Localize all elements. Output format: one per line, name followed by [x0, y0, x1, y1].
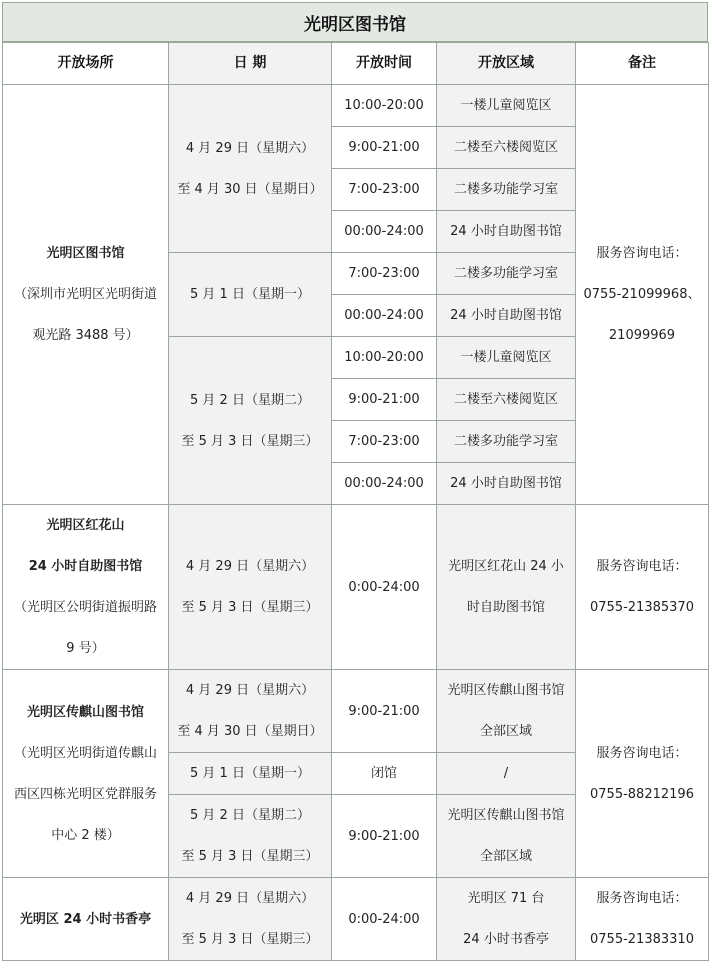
text-line: 至 4 月 30 日（星期日）	[177, 724, 323, 739]
venue-cell	[3, 670, 169, 878]
hours-cell: 9:00-21:00	[332, 127, 437, 169]
hours-cell: 00:00-24:00	[332, 295, 437, 337]
venue-cell	[3, 85, 169, 505]
text-line: （深圳市光明区光明街道	[13, 287, 157, 302]
text-line: 至 5 月 3 日（星期三）	[181, 932, 319, 947]
text-line: 5 月 1 日（星期一）	[190, 287, 310, 302]
text-line: 中心 2 楼）	[51, 827, 120, 843]
text-line: 服务咨询电话：	[596, 246, 688, 261]
hours-cell: 0:00-24:00	[332, 505, 437, 670]
text-line: 24 小时自助图书馆	[450, 224, 562, 239]
text-line: 全部区域	[479, 724, 532, 739]
remark-cell	[576, 85, 709, 505]
text-line: 光明区 24 小时书香亭	[19, 911, 152, 927]
area-cell	[437, 670, 576, 753]
hours-cell: 10:00-20:00	[332, 337, 437, 379]
text-line: 一楼儿童阅览区	[460, 350, 552, 365]
text-line: 光明区传麒山图书馆	[447, 683, 565, 698]
hours-cell: 10:00-20:00	[332, 85, 437, 127]
text-line: 二楼至六楼阅览区	[453, 392, 558, 407]
text-line: 0755-88212196	[590, 786, 694, 802]
header-remark: 备注	[576, 43, 709, 85]
text-line: 24 小时书香亭	[463, 932, 549, 947]
hours-cell: 00:00-24:00	[332, 463, 437, 505]
date-cell	[169, 337, 332, 505]
text-line: 4 月 29 日（星期六）	[185, 683, 315, 698]
area-cell	[437, 505, 576, 670]
text-line: 9 号）	[66, 641, 105, 656]
text-line: 5 月 2 日（星期二）	[190, 392, 310, 408]
text-line: 服务咨询电话：	[596, 891, 688, 906]
schedule-table	[2, 42, 709, 961]
table-row	[3, 670, 709, 753]
remark-cell	[576, 878, 709, 961]
header-area: 开放区域	[437, 43, 576, 85]
hours-cell: 0:00-24:00	[332, 878, 437, 961]
text-line: 4 月 29 日（星期六）	[185, 140, 315, 156]
hours-cell: 00:00-24:00	[332, 211, 437, 253]
date-cell	[169, 253, 332, 337]
text-line: 二楼至六楼阅览区	[453, 140, 558, 155]
text-line: 光明区传麒山图书馆	[447, 808, 565, 823]
text-line: （光明区光明街道传麒山	[13, 745, 157, 761]
hours-cell: 9:00-21:00	[332, 795, 437, 878]
text-line: 光明区红花山 24 小	[448, 559, 564, 574]
area-cell	[437, 753, 576, 795]
text-line: 服务咨询电话：	[596, 745, 688, 761]
text-line: 至 5 月 3 日（星期三）	[181, 433, 319, 449]
area-cell	[437, 85, 576, 127]
area-cell	[437, 211, 576, 253]
area-cell	[437, 169, 576, 211]
text-line: （光明区公明街道振明路	[13, 600, 157, 615]
text-line: 至 5 月 3 日（星期三）	[181, 849, 319, 864]
text-line: /	[503, 766, 509, 781]
text-line: 0755-21383310	[590, 932, 694, 947]
header-date: 日 期	[169, 43, 332, 85]
text-line: 至 4 月 30 日（星期日）	[177, 181, 323, 197]
text-line: 西区四栋光明区党群服务	[13, 786, 157, 802]
hours-cell: 9:00-21:00	[332, 670, 437, 753]
text-line: 一楼儿童阅览区	[460, 98, 552, 113]
text-line: 4 月 29 日（星期六）	[185, 891, 315, 906]
text-line: 0755-21099968、	[583, 287, 701, 302]
hours-cell: 9:00-21:00	[332, 379, 437, 421]
date-cell	[169, 753, 332, 795]
text-line: 21099969	[608, 328, 676, 343]
text-line: 24 小时自助图书馆	[450, 308, 562, 323]
area-cell	[437, 253, 576, 295]
text-line: 5 月 1 日（星期一）	[190, 766, 310, 781]
hours-cell: 7:00-23:00	[332, 253, 437, 295]
area-cell	[437, 878, 576, 961]
text-line: 24 小时自助图书馆	[450, 476, 562, 491]
text-line: 全部区域	[479, 849, 532, 864]
hours-cell: 闭馆	[332, 753, 437, 795]
text-line: 时自助图书馆	[466, 600, 545, 615]
header-venue: 开放场所	[3, 43, 169, 85]
table-row	[3, 505, 709, 670]
date-cell	[169, 505, 332, 670]
venue-cell	[3, 505, 169, 670]
text-line: 至 5 月 3 日（星期三）	[181, 600, 319, 615]
text-line: 二楼多功能学习室	[453, 266, 558, 281]
date-cell	[169, 878, 332, 961]
area-cell	[437, 379, 576, 421]
text-line: 服务咨询电话：	[596, 559, 688, 574]
date-cell	[169, 85, 332, 253]
text-line: 24 小时自助图书馆	[28, 559, 143, 574]
text-line: 光明区图书馆	[46, 246, 125, 261]
area-cell	[437, 421, 576, 463]
schedule-document	[2, 2, 708, 961]
text-line: 光明区传麒山图书馆	[26, 704, 144, 720]
header-hours: 开放时间	[332, 43, 437, 85]
venue-cell	[3, 878, 169, 961]
text-line: 光明区红花山	[46, 518, 125, 533]
date-cell	[169, 670, 332, 753]
hours-cell: 7:00-23:00	[332, 421, 437, 463]
header-row	[3, 43, 709, 85]
schedule-body	[3, 85, 709, 961]
text-line: 观光路 3488 号）	[32, 328, 139, 343]
remark-cell	[576, 670, 709, 878]
table-row	[3, 878, 709, 961]
text-line: 5 月 2 日（星期二）	[190, 808, 310, 823]
remark-cell	[576, 505, 709, 670]
date-cell	[169, 795, 332, 878]
text-line: 光明区 71 台	[467, 891, 545, 906]
text-line: 二楼多功能学习室	[453, 182, 558, 197]
area-cell	[437, 463, 576, 505]
table-title: 光明区图书馆	[2, 2, 708, 42]
area-cell	[437, 795, 576, 878]
text-line: 4 月 29 日（星期六）	[185, 559, 315, 574]
hours-cell: 7:00-23:00	[332, 169, 437, 211]
area-cell	[437, 337, 576, 379]
text-line: 0755-21385370	[590, 600, 694, 615]
area-cell	[437, 295, 576, 337]
text-line: 二楼多功能学习室	[453, 434, 558, 449]
table-row	[3, 85, 709, 127]
area-cell	[437, 127, 576, 169]
